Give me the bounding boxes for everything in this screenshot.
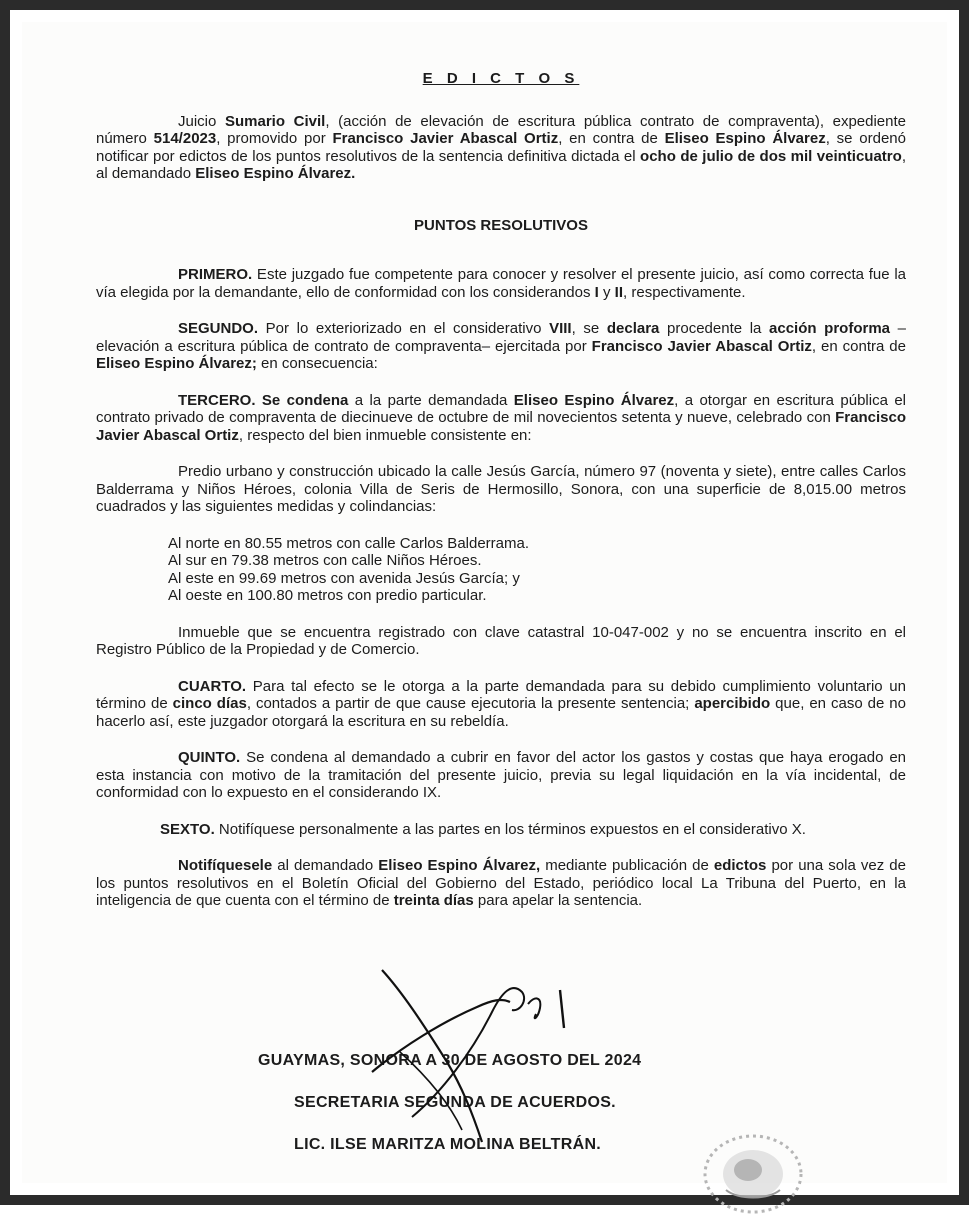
boundary-line: Al este en 99.69 metros con avenida Jesús García; y <box>168 569 520 587</box>
paragraph-sexto: SEXTO. Notifíquese personalmente a las partes en los términos expuestos en el considerativo X. <box>160 820 806 838</box>
boundary-line: Al oeste en 100.80 metros con predio particular. <box>168 587 487 604</box>
signer-name: LIC. ILSE MARITZA MOLINA BELTRÁN. <box>294 1136 602 1153</box>
intro-paragraph: Juicio Sumario Civil, (acción de elevación de escritura pública contrato de compraventa), expediente número 514/2023, promovido por Francisco Javier Abascal Ortiz, en contra de Eliseo Espino Álvarez, se ordenó notificar por edictos de los puntos resolutivos de la sentencia definitiva dictada el ocho de julio de dos mil veinticuatro, al demandado Eliseo Espino Álvarez. <box>96 112 907 182</box>
boundary-line: Al sur en 79.38 metros con calle Niños Héroes. <box>168 552 482 569</box>
boundary-line: Al norte en 80.55 metros con calle Carlos Balderrama. <box>168 534 530 552</box>
official-seal <box>698 1130 808 1215</box>
document-title: E D I C T O S <box>422 70 580 87</box>
paragraph-tercero: TERCERO. Se condena a la parte demandada Eliseo Espino Álvarez, a otorgar en escritura pública el contrato privado de compraventa de diecinueve de octubre de mil novecientos setenta y nueve, celebrado con Francisco Javier Abascal Ortiz, respecto del bien inmueble consistente en: <box>96 391 907 444</box>
section-heading: PUNTOS RESOLUTIVOS <box>414 216 588 234</box>
place-date: GUAYMAS, SONORA A 30 DE AGOSTO DEL 2024 <box>258 1052 642 1069</box>
document-body <box>96 70 906 929</box>
paragraph-inmueble: Inmueble que se encuentra registrado con clave catastral 10-047-002 y no se encuentra inscrito en el Registro Público de la Propiedad y de Comercio. <box>96 623 906 658</box>
paragraph-notificacion: Notifíquesele al demandado Eliseo Espino Álvarez, mediante publicación de edictos por una sola vez de los puntos resolutivos en el Boletín Oficial del Gobierno del Estado, periódico local La Tribuna del Puerto, en la inteligencia de que cuenta con el término de treinta días para apelar la sentencia. <box>96 857 906 909</box>
office-title: SECRETARIA SEGUNDA DE ACUERDOS. <box>294 1094 616 1111</box>
paragraph-segundo: SEGUNDO. Por lo exteriorizado en el considerativo VIII, se declara procedente la acción proforma –elevación a escritura pública de contrato de compraventa– ejercitada por Francisco Javier Abascal Ortiz, en contra de Eliseo Espino Álvarez; en consecuencia: <box>96 320 907 372</box>
closing-block <box>258 1052 641 1178</box>
paragraph-cuarto: CUARTO. Para tal efecto se le otorga a la parte demandada para su debido cumplimiento voluntario un término de cinco días, contados a partir de que cause ejecutoria la presente sentencia; apercibido que, en caso de no hacerlo así, este juzgador otorgará la escritura en su rebeldía. <box>96 677 906 730</box>
document-page <box>22 22 947 1183</box>
boundaries-list <box>168 535 906 605</box>
paragraph-primero: PRIMERO. Este juzgado fue competente para conocer y resolver el presente juicio, así como correcta fue la vía elegida por la demandante, ello de conformidad con los considerandos I y II, respectivamente. <box>96 266 906 301</box>
paragraph-quinto: QUINTO. Se condena al demandado a cubrir en favor del actor los gastos y costas que haya erogado en esta instancia con motivo de la tramitación del presente juicio, previa su legal liquidación en la vía incidental, de conformidad con lo expuesto en el considerando IX. <box>96 749 906 801</box>
paragraph-predio: Predio urbano y construcción ubicado la calle Jesús García, número 97 (noventa y siete), entre calles Carlos Balderrama y Niños Héroes, colonia Villa de Seris de Hermosillo, Sonora, con una superficie de 8,015.00 metros cuadrados y las siguientes medidas y colindancias: <box>96 463 906 515</box>
